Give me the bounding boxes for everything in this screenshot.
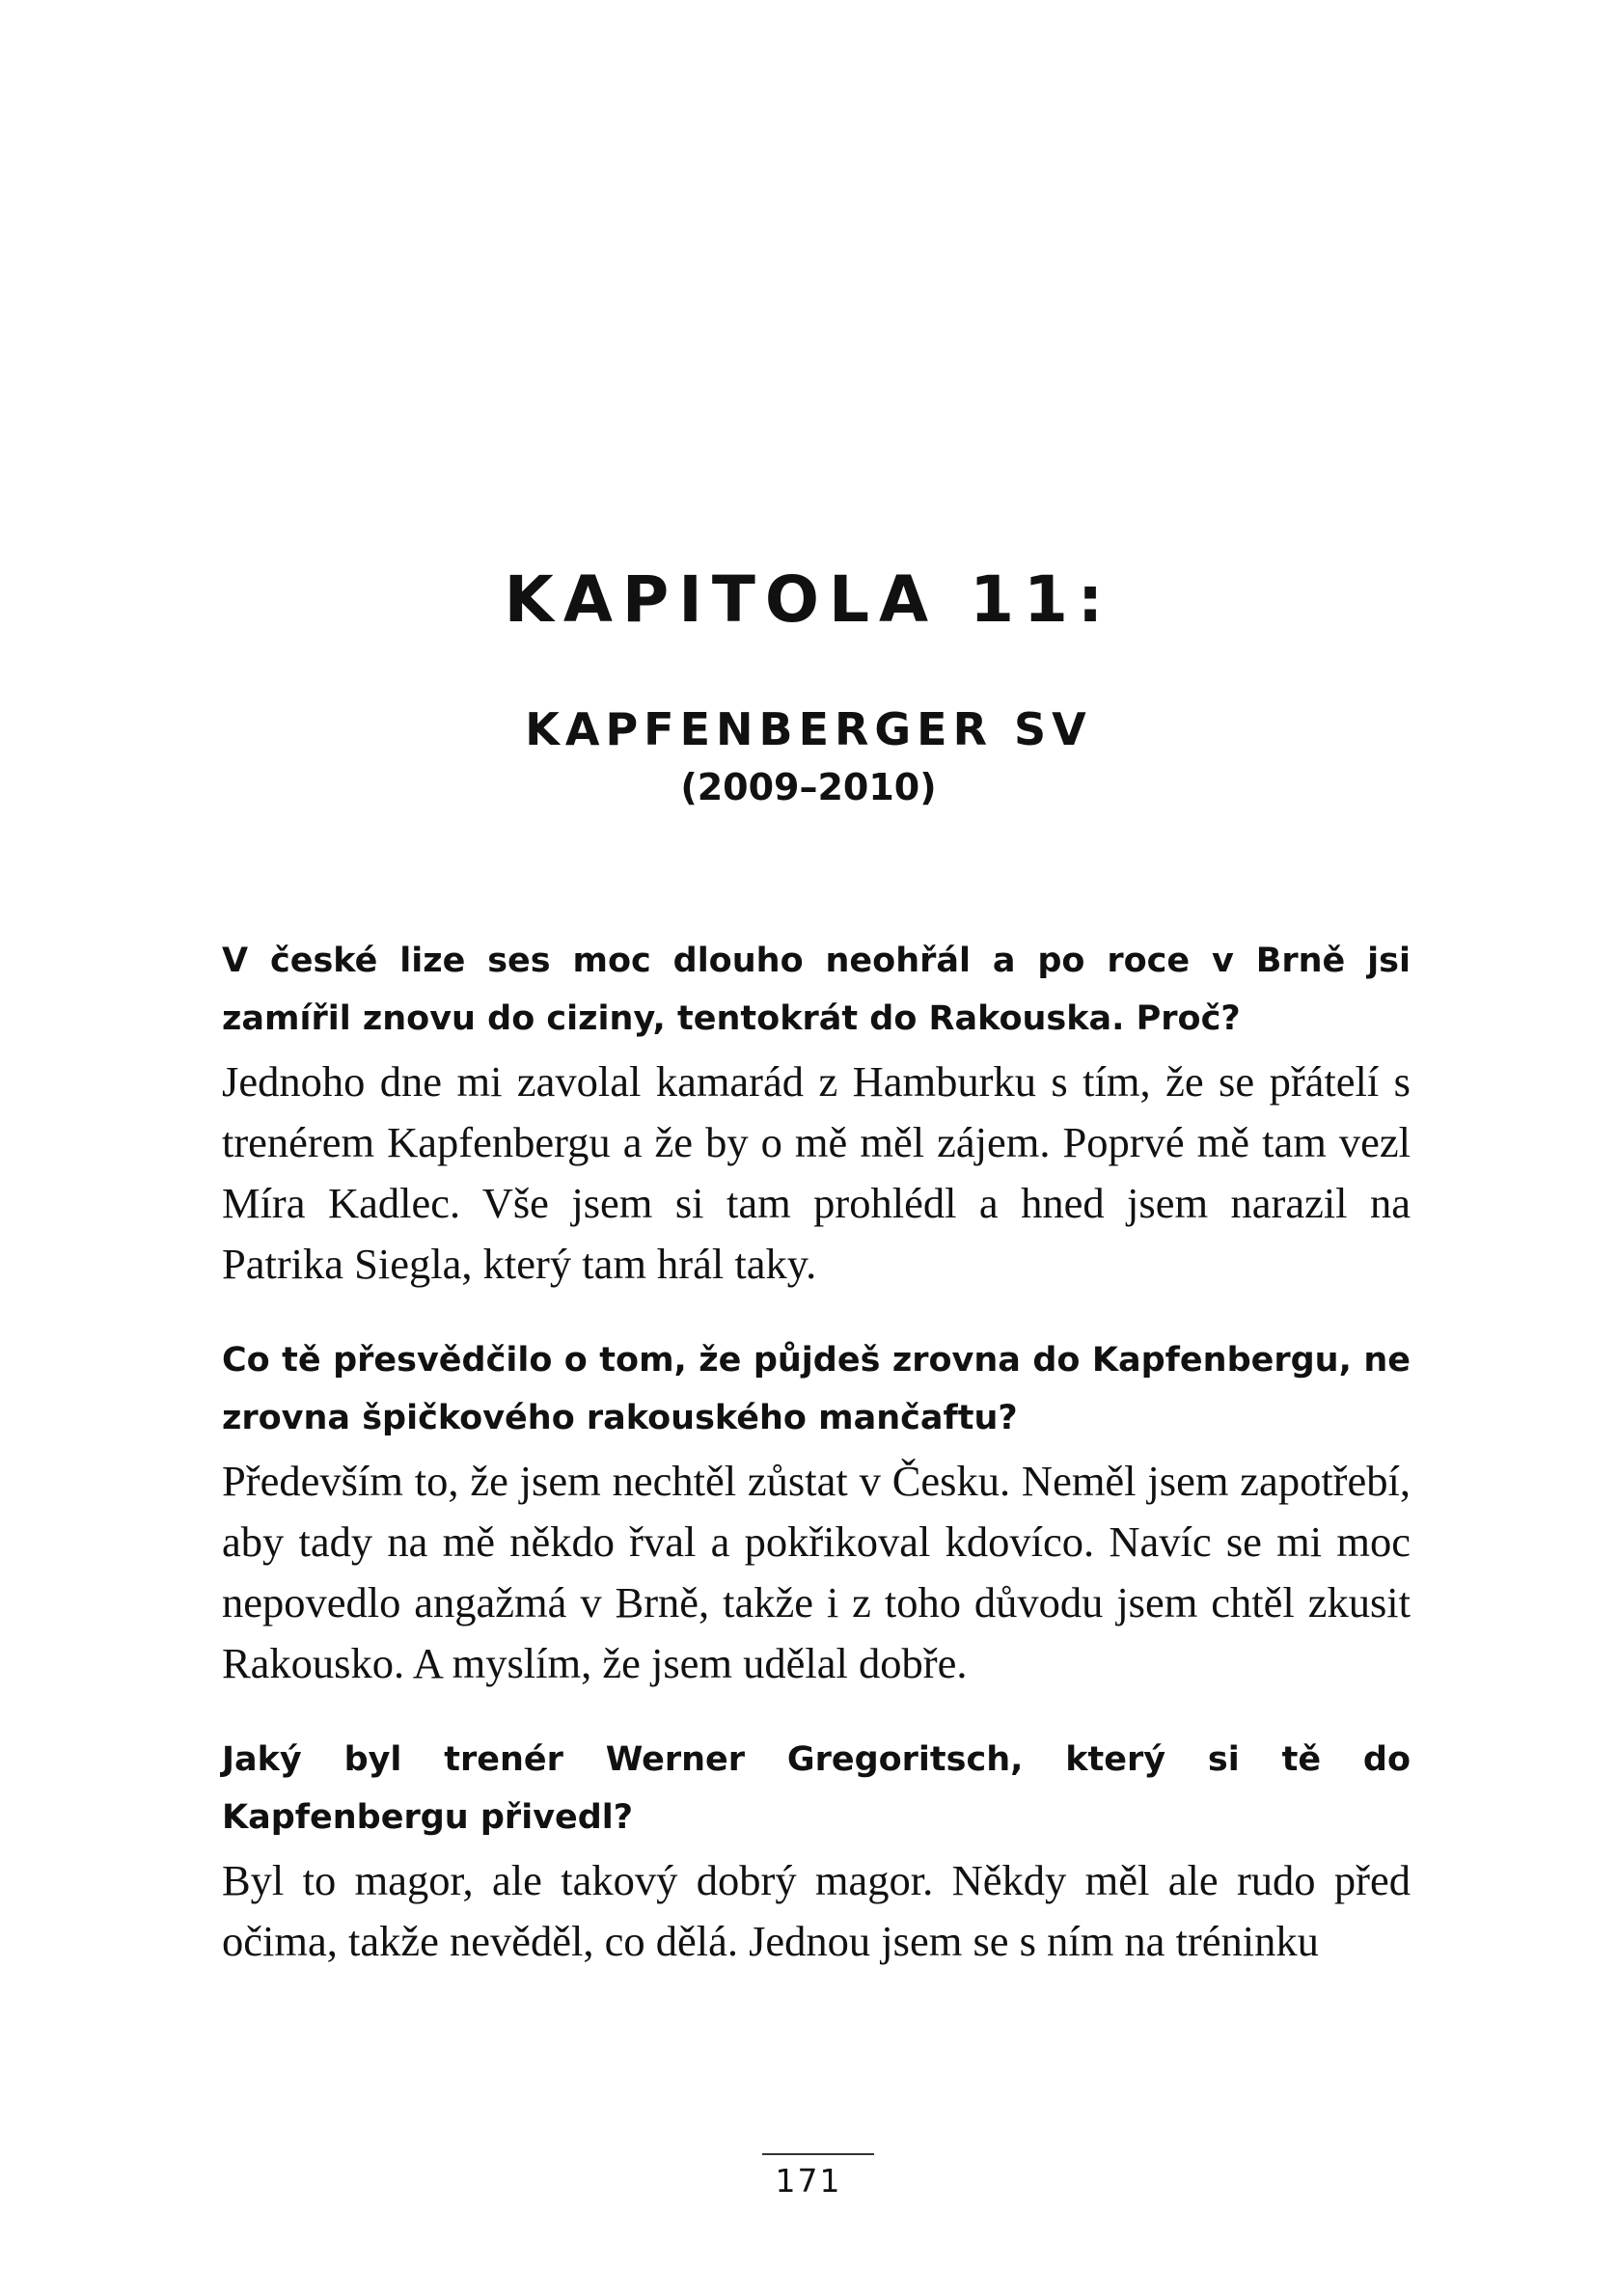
answer-text: Jednoho dne mi zavolal kamarád z Hamburku s tím, že se přátelí s trenérem Kapfenbergu a že by o mě měl zájem. Poprvé mě tam vezl Míra Kadlec. Vše jsem si tam prohlédl a hned jsem narazil na Patrika Siegla, který tam hrál taky. bbox=[222, 1057, 1411, 1288]
question-text: V české lize ses moc dlouho neohřál a po roce v Brně jsi zamířil znovu do ciziny, tentokrát do Rakouska. Proč? bbox=[222, 942, 1411, 1038]
answer-text: Byl to magor, ale takový dobrý magor. Někdy měl ale rudo před očima, takže nevěděl, co dělá. Jednou jsem se s ním na tréninku bbox=[222, 1856, 1411, 1965]
interview-content bbox=[222, 932, 1411, 1972]
chapter-subtitle: KAPFENBERGER SV bbox=[525, 703, 1092, 755]
footer-rule bbox=[762, 2153, 874, 2155]
qa-block bbox=[222, 1331, 1411, 1694]
question-text: Co tě přesvědčilo o tom, že půjdeš zrovna do Kapfenbergu, ne zrovna špičkového rakouského mančaftu? bbox=[222, 1341, 1411, 1437]
qa-block bbox=[222, 932, 1411, 1295]
chapter-title: KAPITOLA 11: bbox=[504, 562, 1113, 637]
qa-block bbox=[222, 1731, 1411, 1972]
page-number: 171 bbox=[775, 2162, 842, 2200]
chapter-years: (2009–2010) bbox=[680, 766, 937, 808]
answer-text: Především to, že jsem nechtěl zůstat v Česku. Neměl jsem zapotřebí, aby tady na mě někdo řval a pokřikoval kdovíco. Navíc se mi moc nepovedlo angažmá v Brně, takže i z toho důvodu jsem chtěl zkusit Rakousko. A myslím, že jsem udělal dobře. bbox=[222, 1457, 1411, 1687]
question-text: Jaký byl trenér Werner Gregoritsch, který si tě do Kapfenbergu přivedl? bbox=[222, 1740, 1411, 1837]
